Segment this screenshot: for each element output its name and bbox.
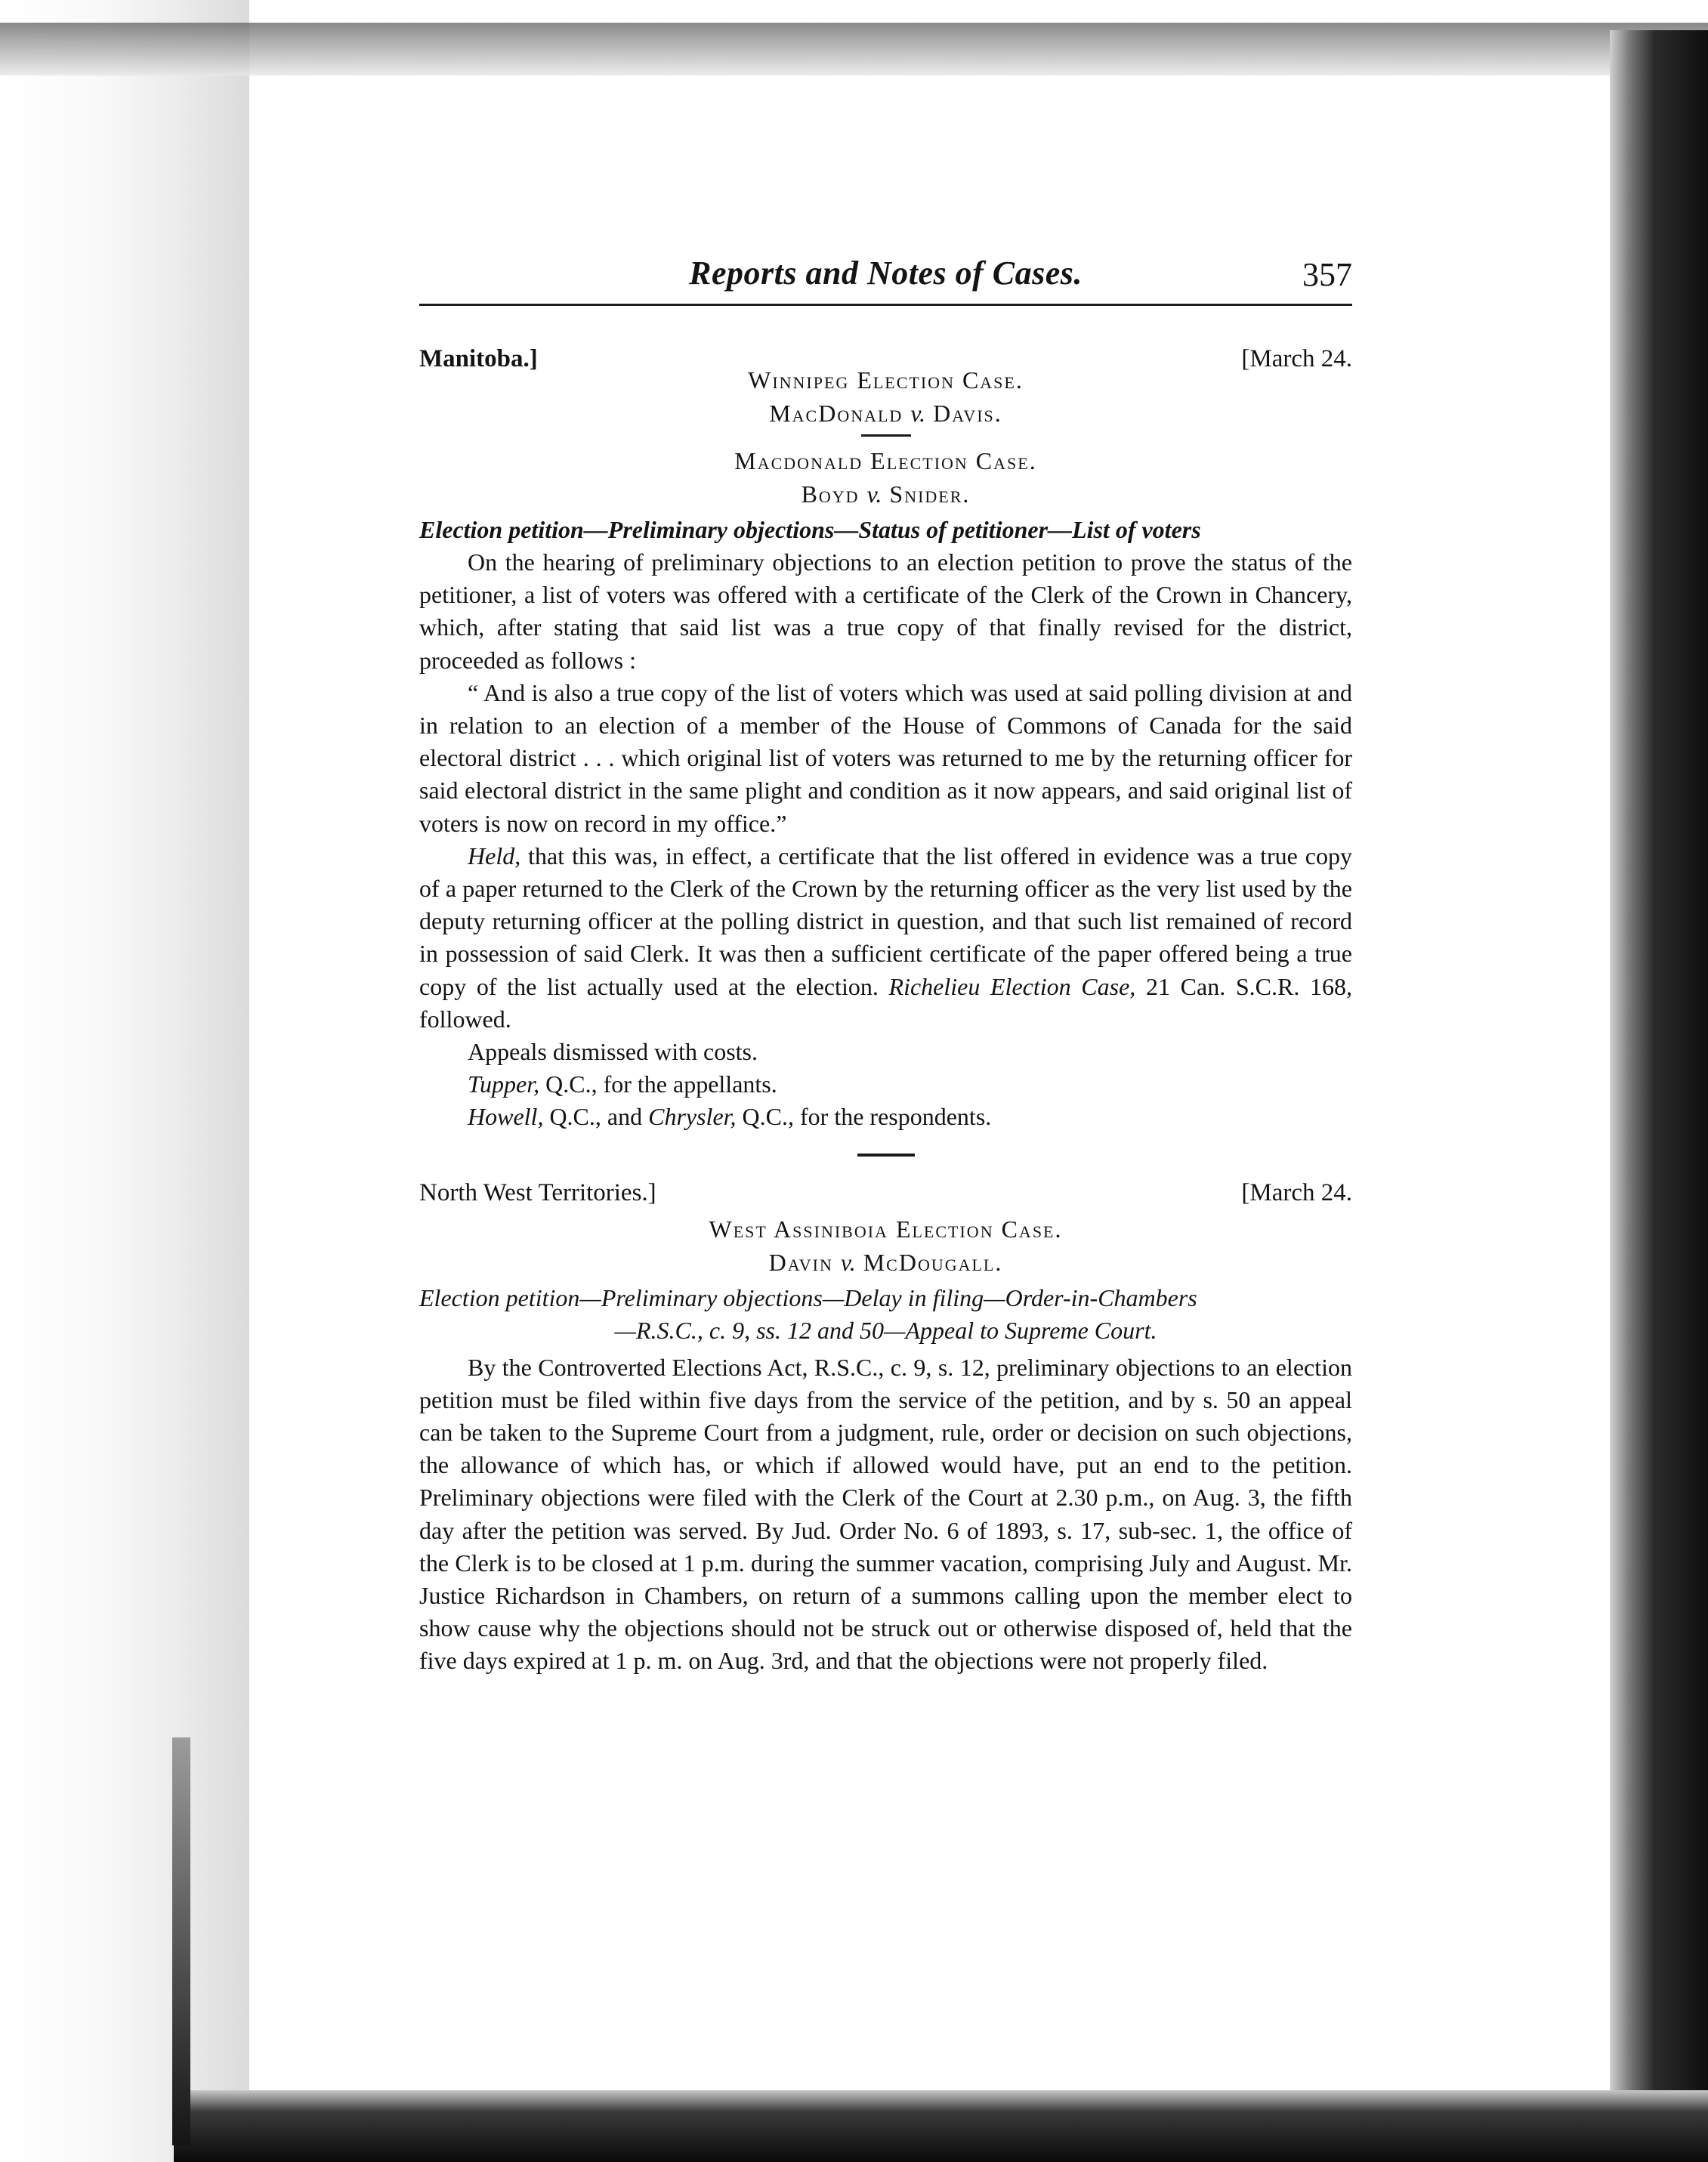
scan-shadow-left-bar <box>172 1737 190 2145</box>
case-title: Macdonald Election Case. <box>734 447 1037 474</box>
counsel-respondents <box>419 1101 1352 1133</box>
case-parties <box>419 477 1352 511</box>
court-line <box>419 1179 1352 1212</box>
court-name: North West Territories.] <box>419 1178 656 1206</box>
counsel-joiner: Q.C., and <box>543 1103 649 1131</box>
case-date: [March 24. <box>1241 345 1352 372</box>
counsel-name: Tupper, <box>468 1070 540 1098</box>
citation-tail: 21 Can. S.C.R. 168, followed. <box>419 972 1353 1033</box>
versus: v. <box>866 480 882 508</box>
quoted-certificate: “ And is also a true copy of the list of voters which was used at said polling division at and in relation to an election of a member of the House of Commons of Canada for the said electoral district . . . which original list of voters was returned to me by the returning officer for said electoral district in the same plight and condition as it now appears, and said original list of voters is now on record in my office.” <box>419 678 1352 837</box>
party-defendant: Davis. <box>933 400 1002 427</box>
short-divider <box>861 434 911 437</box>
scan-shadow-right <box>1610 30 1708 2138</box>
party-plaintiff: Davin <box>768 1248 833 1276</box>
party-plaintiff: Boyd <box>801 480 860 508</box>
section-divider <box>857 1154 915 1157</box>
running-title: Reports and Notes of Cases. <box>689 255 1083 292</box>
case-title: West Assiniboia Election Case. <box>709 1215 1063 1243</box>
counsel-role: Q.C., for the appellants. <box>539 1070 777 1098</box>
headnote-line: Election petition—Preliminary objections—Delay in filing—Order-in-Chambers <box>419 1283 1197 1311</box>
paragraph: On the hearing of preliminary objections to an election petition to prove the status of the petitioner, a list of voters was offered with a certificate of the Clerk of the Crown in Chancery, which, after stating that said list was a true copy of that finally revised for the district, proceeded as follows : <box>419 548 1352 674</box>
case-date: [March 24. <box>1241 1178 1352 1206</box>
party-plaintiff: MacDonald <box>769 400 903 427</box>
counsel-appellants <box>419 1068 1352 1101</box>
case-west-assiniboia <box>419 1179 1352 1678</box>
versus: v. <box>910 400 926 427</box>
scan-shadow-top <box>0 23 1708 76</box>
held-text: that this was, in effect, a certificate that the list offered in evidence was a true copy of a paper returned to the Clerk of the Crown by the returning officer as the very list used by the deputy returning officer at the polling district in question, and that such list remained of record in possession of said Clerk. It was then a sufficient certificate of the paper offered being a true copy of the list actually used at the election. <box>419 842 1352 1000</box>
page-number: 357 <box>1302 256 1352 293</box>
scan-shadow-left <box>0 0 249 2162</box>
held-label: Held, <box>468 842 521 869</box>
headnote: Election petition—Preliminary objections—Status of petitioner—List of voters <box>419 516 1201 543</box>
headnote-line: —R.S.C., c. 9, ss. 12 and 50—Appeal to Supreme Court. <box>614 1316 1157 1344</box>
case-parties <box>419 397 1352 430</box>
paragraph: By the Controverted Elections Act, R.S.C., c. 9, s. 12, preliminary objections to an election petition must be filed within five days from the service of the petition, and by s. 50 an appeal can be taken to the Supreme Court from a judgment, rule, order or decision on such objections, the allowance of which has, or which if allowed would have, put an end to the petition. Preliminary objections were filed with the Clerk of the Court at 2.30 p.m., on Aug. 3, the fifth day after the petition was served. By Jud. Order No. 6 of 1893, s. 17, sub-sec. 1, the office of the Clerk is to be closed at 1 p.m. during the summer vacation, comprising July and August. Mr. Justice Richardson in Chambers, on return of a summons calling upon the member elect to show cause why the objections should not be struck out or otherwise disposed of, held that the five days expired at 1 p. m. on Aug. 3rd, and that the objections were not properly filed. <box>419 1353 1352 1675</box>
case-citation: Richelieu Election Case, <box>888 972 1136 1000</box>
counsel-name: Howell, <box>468 1103 544 1131</box>
case-title: Winnipeg Election Case. <box>748 366 1024 394</box>
page-header <box>419 249 1352 306</box>
party-defendant: McDougall. <box>863 1248 1003 1276</box>
document-page <box>419 249 1352 1678</box>
versus: v. <box>840 1248 856 1276</box>
disposition: Appeals dismissed with costs. <box>468 1038 758 1066</box>
case-parties <box>419 1246 1352 1279</box>
held-paragraph <box>419 840 1352 1036</box>
party-defendant: Snider. <box>889 480 971 508</box>
case-winnipeg <box>419 345 1352 1134</box>
scan-shadow-bottom <box>174 2090 1708 2162</box>
counsel-role: Q.C., for the respondents. <box>736 1103 992 1131</box>
court-line <box>419 345 1352 378</box>
counsel-name: Chrysler, <box>648 1103 737 1131</box>
court-name: Manitoba.] <box>419 345 538 372</box>
